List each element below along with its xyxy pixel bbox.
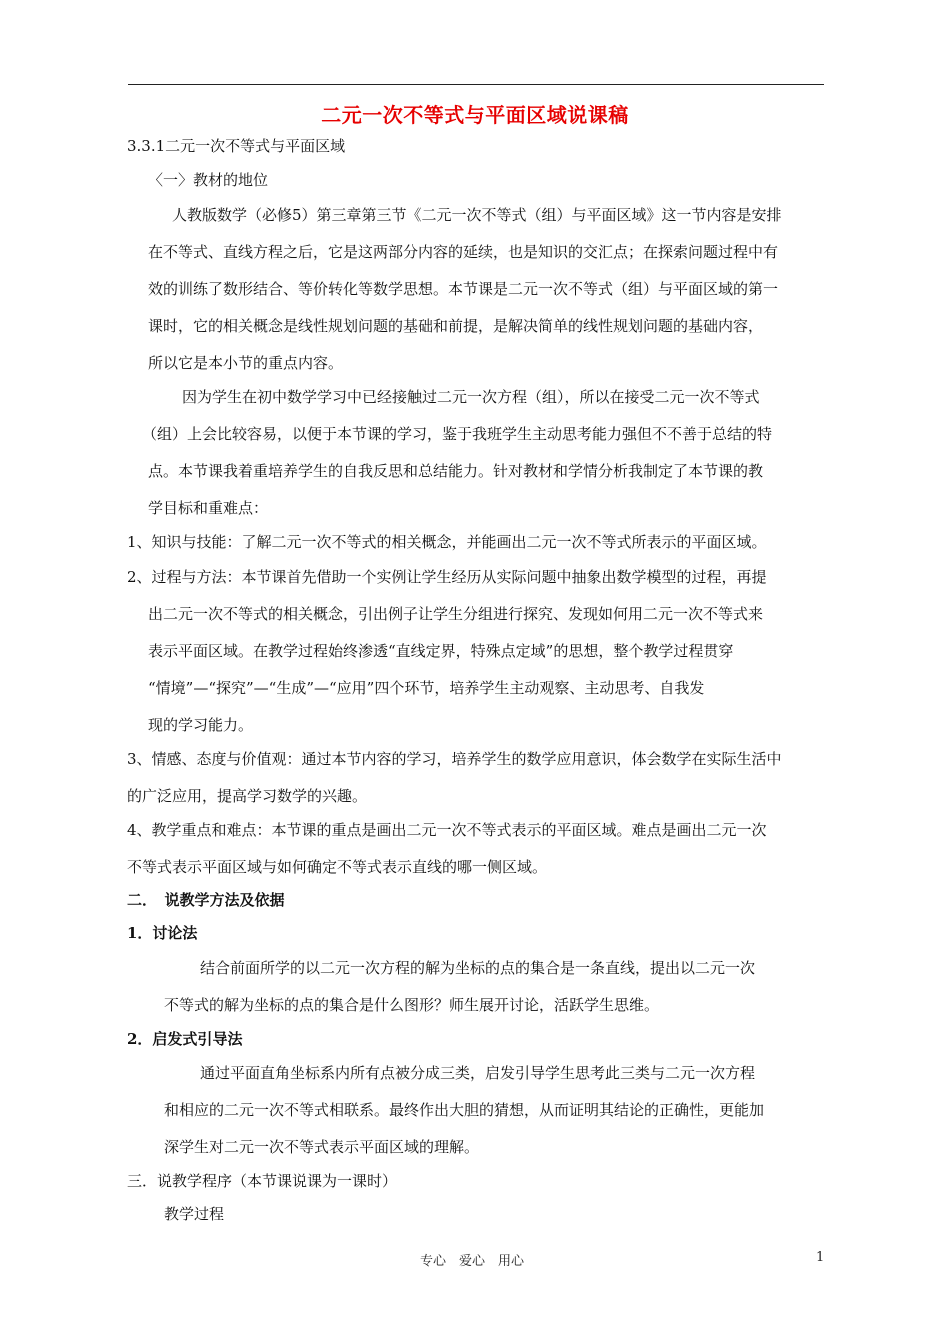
paragraph-line: 课时，它的相关概念是线性规划问题的基础和前提，是解决简单的线性规划问题的基础内容，	[148, 317, 764, 335]
paragraph-line: 人教版数学（必修5）第三章第三节《二元一次不等式（组）与平面区域》这一节内容是安排	[172, 206, 782, 224]
paragraph-line: 和相应的二元一次不等式相联系。最终作出大胆的猜想，从而证明其结论的正确性，更能加	[164, 1101, 765, 1119]
page-number: 1	[816, 1250, 825, 1265]
header-rule	[128, 84, 824, 85]
paragraph-line: （组）上会比较容易，以便于本节课的学习，鉴于我班学生主动思考能力强但不不善于总结的特	[142, 425, 773, 443]
paragraph-line: 通过平面直角坐标系内所有点被分成三类，启发引导学生思考此三类与二元一次方程	[200, 1064, 756, 1082]
paragraph-line: 在不等式、直线方程之后，它是这两部分内容的延续，也是知识的交汇点；在探索问题过程中有	[148, 243, 779, 261]
paragraph-line: 所以它是本小节的重点内容。	[148, 354, 344, 372]
process-heading: 教学过程	[164, 1205, 225, 1223]
paragraph-line: 出二元一次不等式的相关概念，引出例子让学生分组进行探究、发现如何用二元一次不等式来	[148, 605, 764, 623]
paragraph-line: 点。本节课我着重培养学生的自我反思和总结能力。针对教材和学情分析我制定了本节课的教	[148, 462, 764, 480]
goal-knowledge: 1、知识与技能：了解二元一次不等式的相关概念，并能画出二元一次不等式所表示的平面区域。	[127, 533, 767, 551]
paragraph-line: 3、情感、态度与价值观：通过本节内容的学习，培养学生的数学应用意识，体会数学在实际生活中	[127, 750, 782, 768]
paragraph-line: 不等式的解为坐标的点的集合是什么图形？师生展开讨论，活跃学生思维。	[164, 996, 660, 1014]
paragraph-line: 表示平面区域。在教学过程始终渗透“直线定界，特殊点定域”的思想，整个教学过程贯穿	[148, 642, 734, 660]
paragraph-line: 深学生对二元一次不等式表示平面区域的理解。	[164, 1138, 480, 1156]
paragraph-line: 学目标和重难点：	[148, 499, 269, 517]
paragraph-line: 现的学习能力。	[148, 716, 254, 734]
paragraph-line: 效的训练了数形结合、等价转化等数学思想。本节课是二元一次不等式（组）与平面区域的第一	[148, 280, 779, 298]
paragraph-line: 不等式表示平面区域与如何确定不等式表示直线的哪一侧区域。	[127, 858, 548, 876]
section-number: 3.3.1二元一次不等式与平面区域	[127, 137, 346, 155]
section-3-heading: 三．说教学程序（本节课说课为一课时）	[127, 1172, 398, 1190]
footer-motto: 专心 爱心 用心	[420, 1254, 525, 1269]
paragraph-line: 的广泛应用，提高学习数学的兴趣。	[127, 787, 368, 805]
paragraph-line: 结合前面所学的以二元一次方程的解为坐标的点的集合是一条直线，提出以二元一次	[200, 959, 756, 977]
paragraph-line: 因为学生在初中数学学习中已经接触过二元一次方程（组），所以在接受二元一次不等式	[182, 388, 760, 406]
method-2-heading: 2．启发式引导法	[127, 1030, 243, 1048]
page-title: 二元一次不等式与平面区域说课稿	[321, 103, 629, 127]
method-1-heading: 1．讨论法	[127, 924, 198, 942]
subsection-heading: 〈一〉教材的地位	[148, 171, 269, 189]
paragraph-line: 4、教学重点和难点：本节课的重点是画出二元一次不等式表示的平面区域。难点是画出二元一次	[127, 821, 767, 839]
paragraph-line: 2、过程与方法：本节课首先借助一个实例让学生经历从实际问题中抽象出数学模型的过程，再提	[127, 568, 767, 586]
section-2-heading: 二． 说教学方法及依据	[127, 891, 285, 909]
paragraph-line: “情境”—“探究”—“生成”—“应用”四个环节，培养学生主动观察、主动思考、自我发	[148, 679, 705, 697]
